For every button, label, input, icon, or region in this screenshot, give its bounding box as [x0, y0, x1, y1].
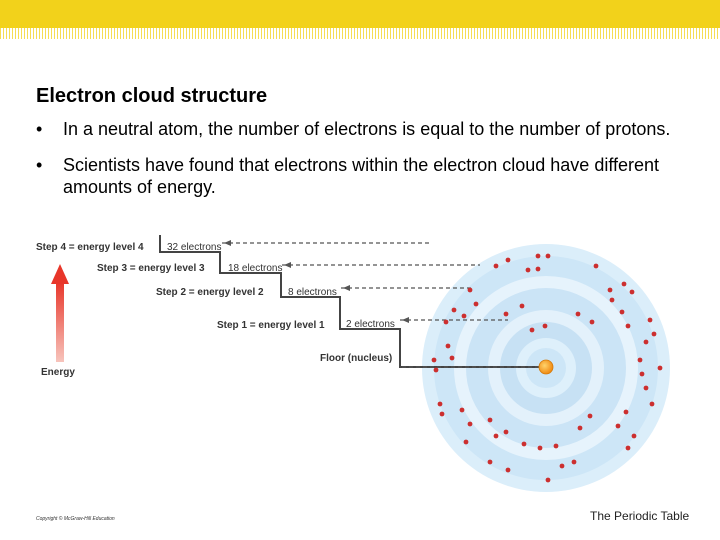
electron: [620, 310, 625, 315]
electron: [590, 320, 595, 325]
electron: [432, 358, 437, 363]
electron-count-2: 8 electrons: [288, 287, 337, 298]
electron: [520, 304, 525, 309]
electron: [536, 254, 541, 259]
top-color-bar: [0, 0, 720, 28]
electron: [446, 344, 451, 349]
electron: [464, 440, 469, 445]
electron: [638, 358, 643, 363]
electron: [450, 356, 455, 361]
step-label-4: Step 4 = energy level 4: [36, 242, 144, 253]
electron: [630, 290, 635, 295]
arrowheads: [224, 240, 409, 323]
bullet-item: [36, 118, 686, 140]
electron: [650, 402, 655, 407]
floor-label: Floor (nucleus): [320, 353, 393, 364]
electron: [622, 282, 627, 287]
electron: [624, 410, 629, 415]
electron: [543, 324, 548, 329]
electron: [640, 372, 645, 377]
top-hatch-pattern: [0, 28, 720, 39]
electron: [546, 254, 551, 259]
electron: [572, 460, 577, 465]
electron: [536, 267, 541, 272]
electron: [626, 446, 631, 451]
electron: [488, 418, 493, 423]
electron: [594, 264, 599, 269]
step-label-2: Step 2 = energy level 2: [156, 287, 264, 298]
electron: [494, 434, 499, 439]
energy-arrow-icon: [51, 264, 69, 362]
electron: [468, 422, 473, 427]
electron: [488, 460, 493, 465]
footer-copyright: Copyright © McGraw-Hill Education: [36, 516, 115, 522]
electron: [632, 434, 637, 439]
electron: [648, 318, 653, 323]
nucleus: [539, 360, 553, 374]
bullet-icon: •: [36, 155, 43, 175]
electron: [644, 340, 649, 345]
electron: [538, 446, 543, 451]
electron: [434, 368, 439, 373]
electron: [554, 444, 559, 449]
energy-level-diagram: [0, 225, 720, 505]
electron: [560, 464, 565, 469]
bullet-list: [36, 118, 686, 212]
electron: [576, 312, 581, 317]
step-label-1: Step 1 = energy level 1: [217, 320, 325, 331]
electron: [608, 288, 613, 293]
bullet-text: Scientists have found that electrons within the electron cloud have different amounts of energy.: [63, 155, 660, 197]
footer-title: The Periodic Table: [590, 509, 690, 523]
electron: [452, 308, 457, 313]
energy-label: Energy: [41, 367, 75, 378]
electron: [652, 332, 657, 337]
bullet-text: In a neutral atom, the number of electrons is equal to the number of protons.: [63, 119, 671, 139]
electron: [438, 402, 443, 407]
electron: [616, 424, 621, 429]
electron: [494, 264, 499, 269]
electron: [644, 386, 649, 391]
step-label-3: Step 3 = energy level 3: [97, 263, 205, 274]
bullet-icon: •: [36, 119, 43, 139]
electron: [588, 414, 593, 419]
electron: [506, 258, 511, 263]
electron: [504, 312, 509, 317]
electron-count-3: 18 electrons: [228, 263, 283, 274]
electron: [578, 426, 583, 431]
electron: [440, 412, 445, 417]
electron-count-4: 32 electrons: [167, 242, 222, 253]
electron: [444, 320, 449, 325]
slide-title: Electron cloud structure: [36, 85, 268, 107]
electron: [462, 314, 467, 319]
bullet-item: [36, 154, 686, 198]
electron: [626, 324, 631, 329]
electron: [460, 408, 465, 413]
electron: [546, 478, 551, 483]
electron: [522, 442, 527, 447]
electron-count-1: 2 electrons: [346, 319, 395, 330]
electron: [530, 328, 535, 333]
electron: [658, 366, 663, 371]
electron: [610, 298, 615, 303]
electron: [526, 268, 531, 273]
electron: [474, 302, 479, 307]
electron: [504, 430, 509, 435]
electron: [468, 288, 473, 293]
electron: [506, 468, 511, 473]
